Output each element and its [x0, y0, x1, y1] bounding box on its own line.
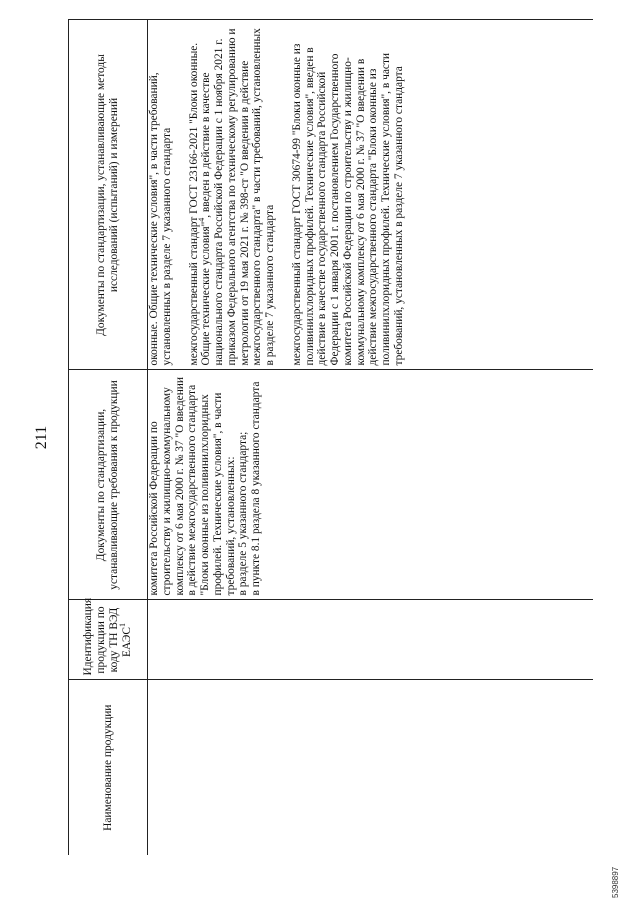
header-test-methods-docs-label: Документы по стандартизации, устанавливающие методы исследований (испытаний) и измерений	[95, 54, 120, 336]
methods-gost-30674: межгосударственный стандарт ГОСТ 30674-99 "Блоки оконные из поливинилхлоридных профилей. Технические условия", введен в действие в качестве государственного стандарта Российской Федерации с 1 января 2001 г. постановлением Государственного комитета Российской Федерации по строительству и жилищно-коммунальному комплексу от 6 мая 2000 г. № 37 "О введении в действие межгосударственного стандарта "Блоки оконные из поливинилхлоридных профилей. Технические условия", в части требований, установленных в разделе 7 указанного стандарта	[290, 43, 406, 366]
cell-test-methods-docs	[148, 20, 594, 370]
footnote-marker: 1	[117, 622, 127, 627]
document-code: 5398897	[611, 866, 620, 898]
cell-product-name	[148, 680, 594, 855]
requirements-item: в пункте 8.1 раздела 8 указанного стандарта	[250, 381, 263, 596]
methods-gost-23166-title: межгосударственный стандарт ГОСТ 23166-2021 "Блоки оконные. Общие технические условия"	[187, 42, 213, 366]
page-number: 211	[33, 425, 50, 450]
header-tnved-code-label: Идентификация продукции по коду ТН ВЭД ЕАЭС	[82, 597, 133, 676]
header-test-methods-docs	[69, 20, 148, 370]
table-row	[148, 20, 594, 855]
header-tnved-code	[69, 597, 148, 680]
header-requirements-docs	[69, 370, 148, 600]
methods-text-continued: оконные. Общие технические условия", в части требований, установленных в разделе 7 указанного стандарта	[148, 72, 173, 366]
table-header-row	[69, 20, 148, 855]
header-product-name-label: Наименование продукции	[101, 704, 114, 831]
requirements-item: в разделе 5 указанного стандарта;	[237, 431, 250, 596]
requirements-text: комитета Российской Федерации по строительству и жилищно-коммунальному комплексу от 6 мая 2000 г. № 37 "О введении в действие межгосударственного стандарта "Блоки оконные из поливинилхлоридных профилей. Технические условия", в части требований, установленных:	[148, 377, 237, 596]
methods-gost-23166-tail: , введен в действие в качестве национального стандарта Российской Федерации с 1 ноября 2021 г. приказом Федерального агентства по техническому регулированию и метрологии от 19 мая 2021 г. № 398-ст "О введении в действие межгосударственного стандарта" в части требований, установленных в разделе 7 указанного стандарта	[200, 28, 277, 366]
header-product-name	[69, 680, 148, 855]
cell-requirements-docs	[148, 370, 594, 600]
footnote-marker: 4	[197, 217, 207, 222]
standards-table	[68, 20, 593, 856]
methods-gost-23166	[188, 25, 277, 366]
cell-tnved-code	[148, 600, 594, 680]
rotated-page	[30, 20, 630, 855]
header-requirements-docs-label: Документы по стандартизации, устанавливающие требования к продукции	[95, 380, 120, 590]
